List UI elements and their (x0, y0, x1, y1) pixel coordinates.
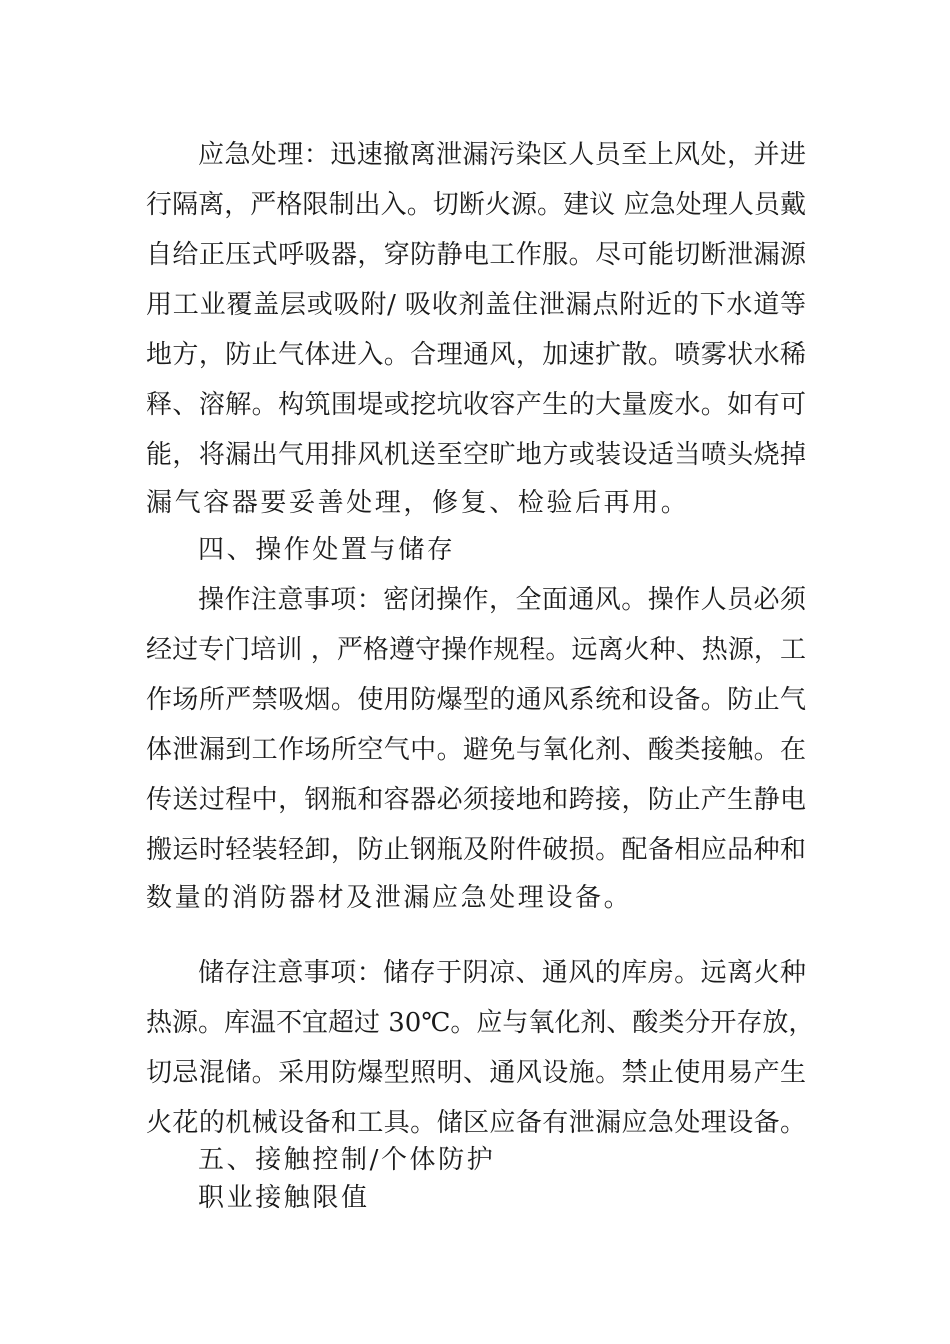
text-line: 经过专门培训 ，严格遵守操作规程。远离火种、热源，工 (146, 635, 806, 665)
text-line: 用工业覆盖层或吸附/ 吸收剂盖住泄漏点附近的下水道等 (146, 290, 806, 320)
text-line: 自给正压式呼吸器，穿防静电工作服。尽可能切断泄漏源 (146, 240, 806, 270)
text-line: 体泄漏到工作场所空气中。避免与氧化剂、酸类接触。在 (146, 735, 806, 765)
text-line: 作场所严禁吸烟。使用防爆型的通风系统和设备。防止气 (146, 685, 806, 715)
text-line: 切忌混储。采用防爆型照明、通风设施。禁止使用易产生 (146, 1058, 806, 1088)
text-line: 储存注意事项：储存于阴凉、通风的库房。远离火种 (198, 958, 806, 988)
text-line: 行隔离，严格限制出入。切断火源。建议 应急处理人员戴 (146, 190, 806, 220)
text-line: 释、溶解。构筑围堤或挖坑收容产生的大量废水。如有可 (146, 390, 806, 420)
section-heading: 五、接触控制/个体防护 (198, 1145, 496, 1175)
text-line: 能，将漏出气用排风机送至空旷地方或装设适当喷头烧掉 (146, 440, 806, 470)
text-line: 操作注意事项：密闭操作，全面通风。操作人员必须 (198, 585, 806, 615)
subheading: 职业接触限值 (198, 1183, 370, 1213)
text-line: 地方，防止气体进入。合理通风，加速扩散。喷雾状水稀 (146, 340, 806, 370)
text-line: 传送过程中，钢瓶和容器必须接地和跨接，防止产生静电 (146, 785, 806, 815)
text-line: 应急处理：迅速撤离泄漏污染区人员至上风处，并进 (198, 140, 806, 170)
text-line: 漏气容器要妥善处理，修复、检验后再用。 (146, 488, 690, 518)
section-heading: 四、操作处置与储存 (198, 535, 456, 565)
text-line: 搬运时轻装轻卸，防止钢瓶及附件破损。配备相应品种和 (146, 835, 806, 865)
text-line: 火花的机械设备和工具。储区应备有泄漏应急处理设备。 (146, 1108, 806, 1138)
text-line: 热源。库温不宜超过 30℃。应与氧化剂、酸类分开存放， (146, 1008, 815, 1038)
text-line: 数量的消防器材及泄漏应急处理设备。 (146, 883, 633, 913)
